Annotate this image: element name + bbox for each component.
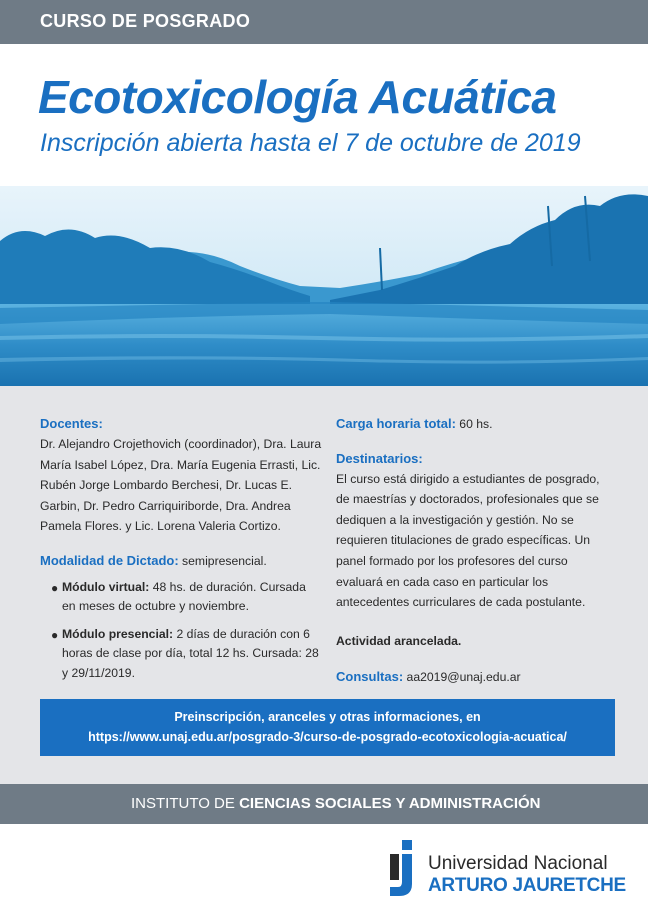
page-subtitle: Inscripción abierta hasta el 7 de octubre de 2019 [40,129,581,157]
docentes-section [40,414,322,537]
river-photo [0,186,648,386]
consultas-heading: Consultas: [336,669,404,685]
consultas-section [336,667,612,688]
carga-heading-line [336,414,612,435]
unaj-logo-mark-icon [390,840,422,898]
info-right-column [336,414,612,698]
module-label: Módulo virtual: [62,579,150,594]
institute-label [131,795,540,812]
module-text: 2 días de duración con 6 horas de clase por día, total 12 hs. Cursada: 28 y 29/11/2019. [62,626,319,680]
banner-url-link[interactable]: https://www.unaj.edu.ar/posgrado-3/curso-de-posgrado-ecotoxicologia-acuatica/ [88,730,567,744]
modalidad-heading-line [40,551,322,572]
info-banner [40,699,615,756]
list-item [40,625,322,684]
footer-bar [0,784,648,824]
modules-list [40,578,322,684]
module-label: Módulo presencial: [62,626,174,641]
institute-prefix: INSTITUTO DE [131,795,240,812]
destinatarios-text: El curso está dirigido a estudiantes de posgrado, de maestrías y doctorados, profesionales que se dediquen a la investigación y gestión. No se requieren titulaciones de grado específicas. Un panel formado por los profesores del curso evaluará en cada caso en particular los antecedentes curriculares de cada postulante. [336,471,600,610]
modalidad-value: semipresencial. [178,553,267,568]
university-logo [390,840,626,900]
course-type-label: CURSO DE POSGRADO [40,11,251,31]
modalidad-heading: Modalidad de Dictado: [40,552,179,568]
modalidad-section [40,551,322,684]
module-text: 48 hs. de duración. Cursada en meses de octubre y noviembre. [62,579,306,614]
consultas-heading-line [336,667,612,688]
logo-name-line: ARTURO JAURETCHE [428,875,626,896]
carga-section [336,414,612,435]
top-bar [0,0,648,44]
carga-value: 60 hs. [455,417,493,431]
page-title: Ecotoxicología Acuática [38,71,557,123]
bullet-icon: ● [51,627,59,642]
bullet-icon: ● [51,580,59,595]
logo-university-line: Universidad Nacional [428,853,608,874]
carga-heading: Carga horaria total: [336,416,456,431]
river-photo-illustration [0,186,648,386]
destinatarios-heading: Destinatarios: [336,450,423,466]
institute-name: CIENCIAS SOCIALES Y ADMINISTRACIÓN [239,795,541,812]
docentes-heading: Docentes: [40,416,103,431]
actividad-text: Actividad arancelada. [336,633,462,648]
consultas-email-link[interactable]: aa2019@unaj.edu.ar [403,670,521,685]
banner-line: Preinscripción, aranceles y otras informaciones, en [174,710,481,724]
destinatarios-section [336,449,612,613]
docentes-text: Dr. Alejandro Crojethovich (coordinador), Dra. Laura María Isabel López, Dra. María Eugenia Errasti, Lic. Rubén Jorge Lombardo Berchesi, Dr. Lucas E. Garbin, Dr. Pedro Carriquiriborde, Dra. Andrea Pamela Flores. y Lic. Lorena Valeria Cortizo. [40,437,322,534]
info-left-column [40,414,322,694]
list-item [40,578,322,617]
